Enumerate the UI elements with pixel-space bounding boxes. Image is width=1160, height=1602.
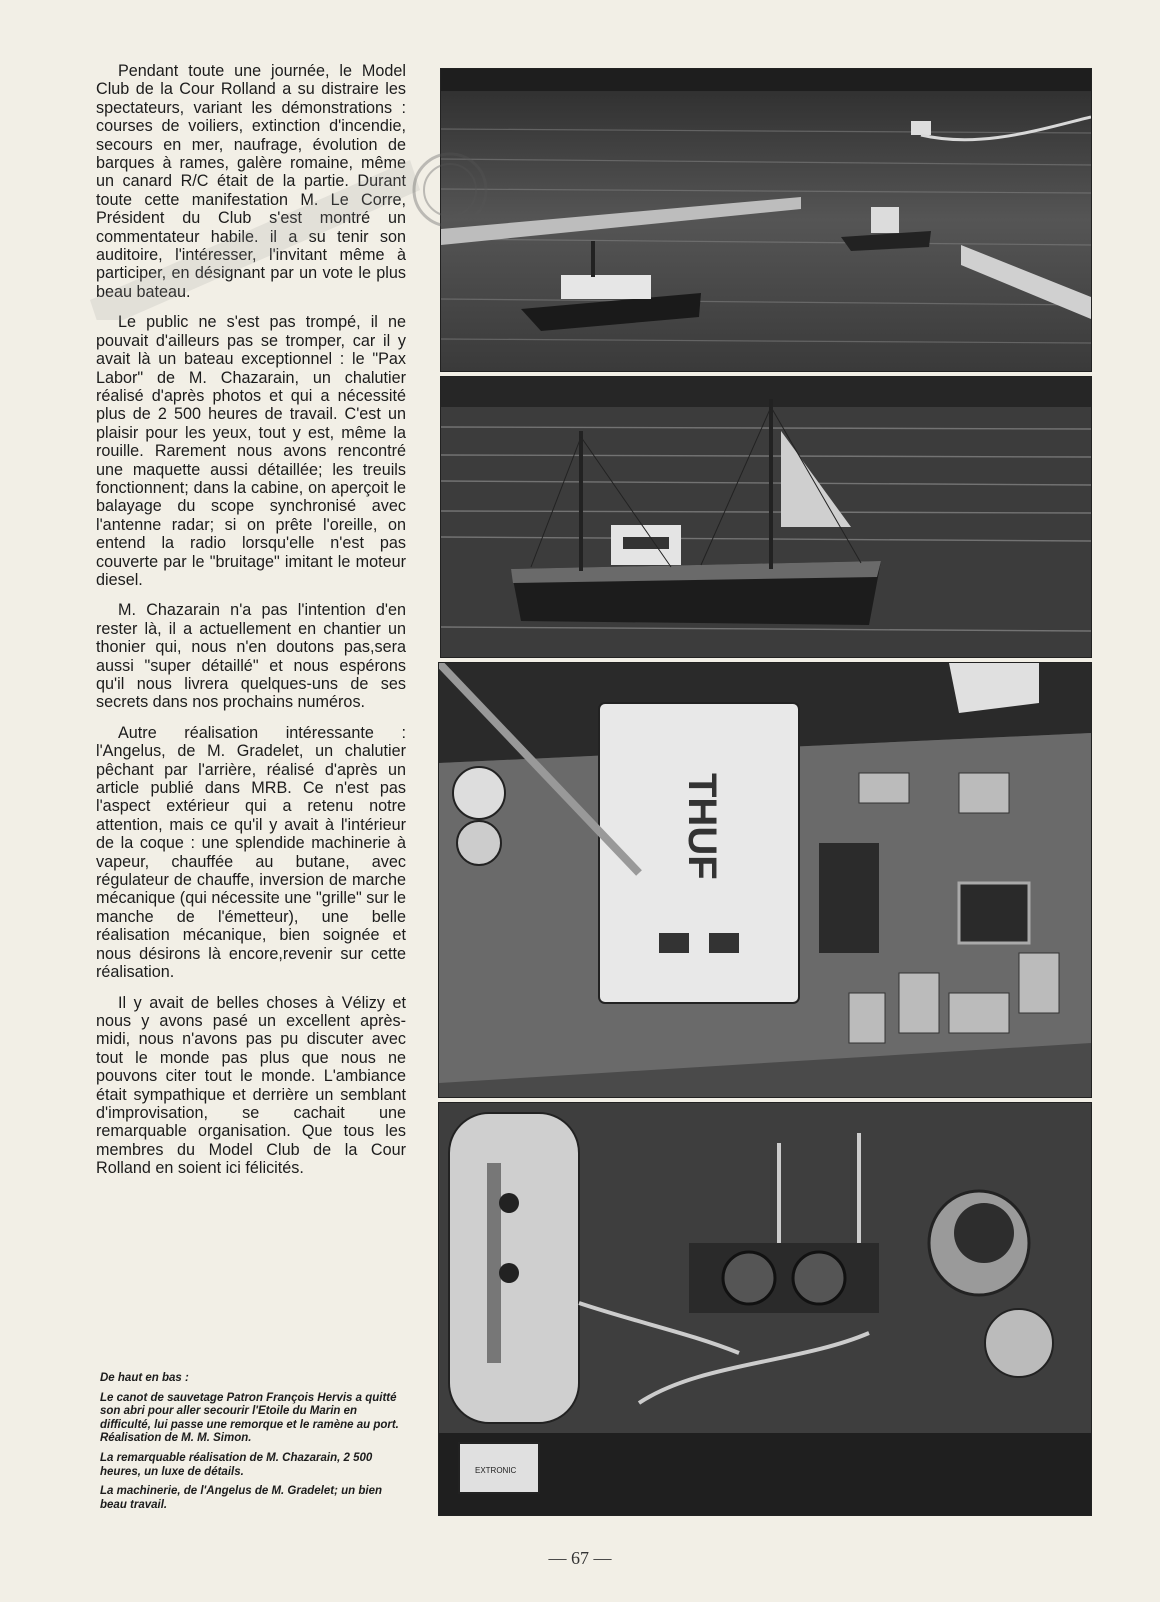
article-text [96, 62, 406, 1190]
article-paragraph-3: M. Chazarain n'a pas l'intention d'en rester là, il a actuellement en chantier un thonier qui, nous n'en doutons pas,sera aussi "super détaillé" et nous espérons qu'il nous livrera quelques-uns de ses secrets dans nos prochains numéros. [96, 601, 406, 712]
caption-3: La machinerie, de l'Angelus de M. Gradelet; un bien beau travail. [100, 1485, 382, 1511]
article-paragraph-4: Autre réalisation intéressante : l'Angelus, de M. Gradelet, un chalutier pêchant par l'arrière, réalisé d'après un article publié dans MRB. Ce n'est pas l'aspect extérieur qui a retenu notre attention, mais ce qu'il y avait à l'intérieur de la coque : une splendide machinerie à vapeur, chauffée au butane, avec régulateur de chauffe, inversion de marche mécanique (qui nécessite une "grille" sur le manche de l'émetteur), une belle réalisation mécanique, bien soignée et nous désirons là encore,revenir sur cette réalisation. [96, 723, 406, 982]
article-paragraph-5: Il y avait de belles choses à Vélizy et nous y avons pasé un excellent après-midi, nous n'avons pas pu discuter avec tout le monde pas plus que nous ne pouvons citer tout le monde. L'ambiance était sympathique et derrière un semblant d'improvisation, se cachait une remarquable organisation. Que tous les membres du Model Club de la Cour Rolland en soient ici félicités. [96, 993, 406, 1178]
article-paragraph-2: Le public ne s'est pas trompé, il ne pouvait d'ailleurs pas se tromper, car il y avait là un bateau exceptionnel : le "Pax Labor" de M. Chazarain, un chalutier réalisé d'après photos et qui a nécessité plus de 2 500 heures de travail. C'est un plaisir pour les yeux, tout y est, même la rouille. Rarement nous avons rencontré une maquette aussi détaillée; les treuils fonctionnent; dans la cabine, on aperçoit le balayage du scope synchronisé avec l'antenne radar; si on prête l'oreille, on entend la radio lorsqu'elle n'est pas couverte par le "bruitage" imitant le moteur diesel. [96, 313, 406, 589]
engine-label: EXTRONIC [475, 1466, 517, 1475]
page-number: — 67 — [548, 1548, 612, 1568]
photo-trawler-pax-labor [440, 376, 1092, 658]
photo-lifeboat-pond [440, 68, 1092, 372]
caption-1: Le canot de sauvetage Patron François Hervis a quitté son abri pour aller secourir l'Etoile du Marin en difficulté, lui passe une remorque et le ramène au port. Réalisation de M. M. Simon. [100, 1391, 399, 1445]
caption-heading: De haut en bas : [100, 1372, 189, 1384]
photo-steam-machinery [438, 1102, 1092, 1516]
article-paragraph-1: Pendant toute une journée, le Model Club de la Cour Rolland a su distraire les spectateurs, variant les démonstrations : courses de voiliers, extinction d'incendie, secours en mer, naufrage, évolution de barques à rames, galère romaine, même un canard R/C était de la partie. Durant toute cette manifestation M. Le Corre, Président du Club s'est montré un commentateur habile. il a su tenir son auditoire, l'intéresser, l'invitant même à participer, en désignant par un vote le plus beau bateau. [96, 62, 406, 301]
photo-captions [100, 1372, 410, 1518]
caption-2: La remarquable réalisation de M. Chazarain, 2 500 heures, un luxe de détails. [100, 1451, 373, 1478]
photo-trawler-deck [438, 662, 1092, 1098]
deck-lettering: THUF [680, 773, 724, 880]
